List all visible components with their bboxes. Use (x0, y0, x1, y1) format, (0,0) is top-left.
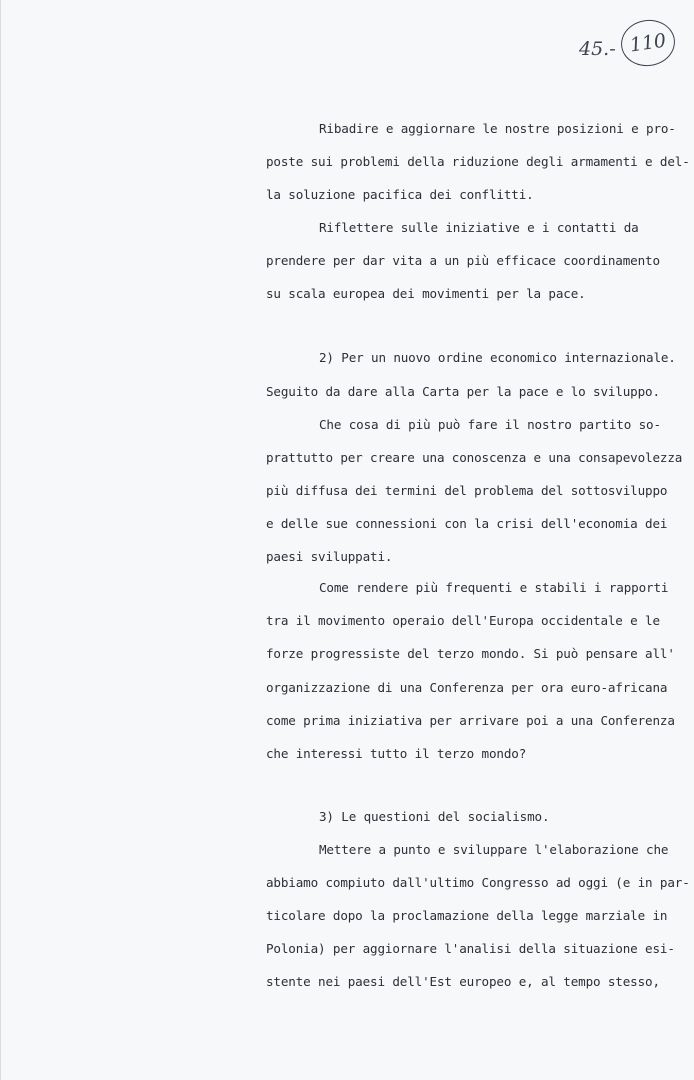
section-heading: 2) Per un nuovo ordine economico internazionale. (319, 350, 676, 365)
text-line: forze progressiste del terzo mondo. Si può pensare all' (266, 646, 675, 661)
text-line: prendere per dar vita a un più efficace coordinamento (266, 253, 660, 268)
text-line: più diffusa dei termini del problema del sottosviluppo (266, 483, 668, 498)
handwritten-page-number: 45.- (579, 38, 616, 60)
text-line: Polonia) per aggiornare l'analisi della situazione esi- (266, 941, 675, 956)
handwritten-page-annotation (567, 18, 687, 74)
text-line: come prima iniziativa per arrivare poi a una Conferenza (266, 713, 675, 728)
text-line: ticolare dopo la proclamazione della legge marziale in (266, 908, 668, 923)
text-line: che interessi tutto il terzo mondo? (266, 746, 527, 761)
text-line: Ribadire e aggiornare le nostre posizioni e pro- (319, 121, 676, 136)
section-heading: 3) Le questioni del socialismo. (319, 809, 550, 824)
text-line: tra il movimento operaio dell'Europa occidentale e le (266, 613, 660, 628)
text-line: su scala europea dei movimenti per la pace. (266, 286, 586, 301)
text-line: e delle sue connessioni con la crisi dell'economia dei (266, 516, 668, 531)
text-line: organizzazione di una Conferenza per ora euro-africana (266, 680, 668, 695)
text-line: Mettere a punto e sviluppare l'elaborazione che (319, 842, 669, 857)
text-line: paesi sviluppati. (266, 549, 393, 564)
circled-archive-number: 110 (618, 16, 678, 69)
text-line: abbiamo compiuto dall'ultimo Congresso ad oggi (e in par- (266, 875, 690, 890)
text-line: la soluzione pacifica dei conflitti. (266, 187, 534, 202)
text-line: poste sui problemi della riduzione degli armamenti e del- (266, 154, 690, 169)
text-line: Che cosa di più può fare il nostro partito so- (319, 417, 661, 432)
text-line: Seguito da dare alla Carta per la pace e lo sviluppo. (266, 384, 660, 399)
text-line: Come rendere più frequenti e stabili i rapporti (319, 580, 669, 595)
text-line: prattutto per creare una conoscenza e una consapevolezza (266, 450, 683, 465)
text-line: stente nei paesi dell'Est europeo e, al tempo stesso, (266, 974, 660, 989)
text-line: Riflettere sulle iniziative e i contatti da (319, 220, 639, 235)
